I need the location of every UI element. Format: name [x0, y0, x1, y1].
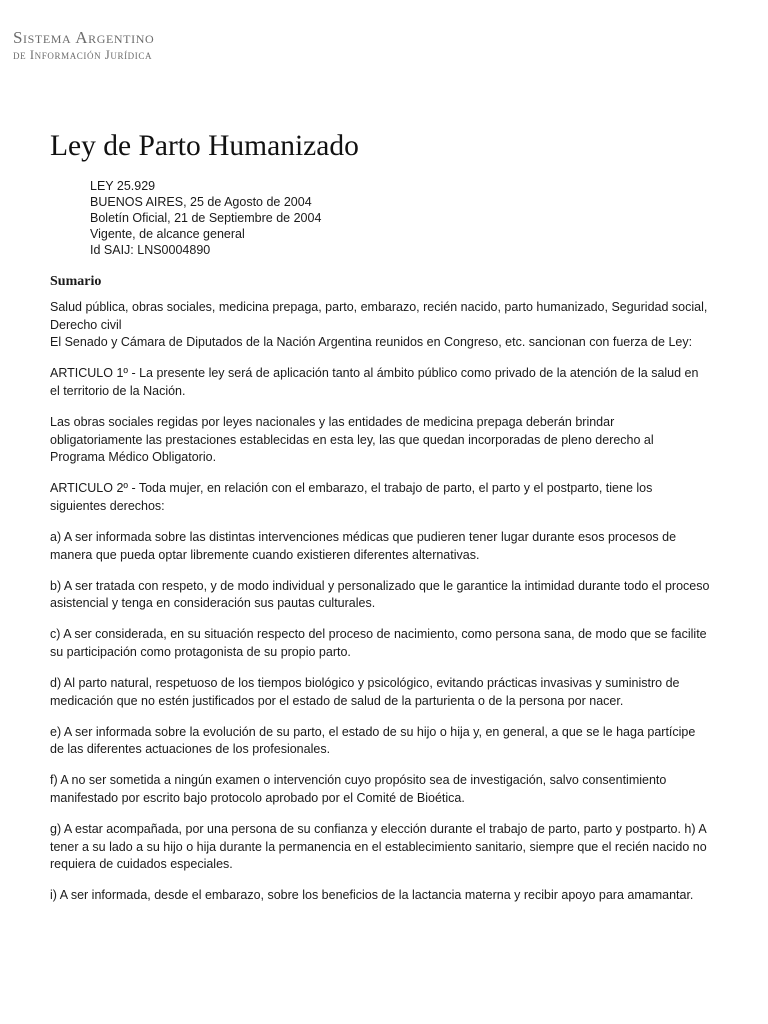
site-logo[interactable] — [13, 29, 154, 62]
enacting-clause: El Senado y Cámara de Diputados de la Nación Argentina reunidos en Congreso, etc. sancionan con fuerza de Ley: — [50, 335, 693, 350]
article-2-item-i: i) A ser informada, desde el embarazo, sobre los beneficios de la lactancia materna y recibir apoyo para amamantar. — [50, 888, 694, 903]
law-number: LEY 25.929 — [90, 179, 156, 193]
article-2-item-g-h: g) A estar acompañada, por una persona de su confianza y elección durante el trabajo de parto, parto y postparto. h) A tener a su lado a su hijo o hija durante la permanencia en el establecimiento sanitario, siempre que el recién nacido no requiera de cuidados especiales. — [50, 822, 707, 872]
summary-heading: Sumario — [50, 274, 102, 289]
article-2: ARTICULO 2º - Toda mujer, en relación con el embarazo, el trabajo de parto, el parto y el postparto, tiene los siguientes derechos: — [50, 481, 653, 513]
saij-id: Id SAIJ: LNS0004890 — [90, 243, 211, 257]
article-1-paragraph-2: Las obras sociales regidas por leyes nacionales y las entidades de medicina prepaga deberán brindar obligatoriamente las prestaciones establecidas en esta ley, las que quedan incorporadas de pleno derecho al Programa Médico Obligatorio. — [50, 414, 654, 465]
validity-status: Vigente, de alcance general — [90, 227, 245, 241]
brand-line-1: Sistema Argentino — [13, 28, 155, 47]
article-2-item-c: c) A ser considerada, en su situación respecto del proceso de nacimiento, como persona sana, de modo que se facilite su participación como protagonista de su propio parto. — [50, 627, 707, 659]
document-body — [50, 299, 710, 905]
article-2-item-a: a) A ser informada sobre las distintas intervenciones médicas que pudieren tener lugar durante esos procesos de manera que pueda optar libremente cuando existieren diferentes alternativas. — [50, 529, 677, 562]
article-2-item-f: f) A no ser sometida a ningún examen o intervención cuyo propósito sea de investigación, salvo consentimiento manifestado por escrito bajo protocolo aprobado por el Comité de Bioética. — [50, 773, 667, 805]
article-2-item-e: e) A ser informada sobre la evolución de su parto, el estado de su hijo o hija y, en general, a que se le haga partícipe de las diferentes actuaciones de los profesionales. — [50, 724, 696, 757]
document-metadata — [90, 178, 321, 258]
brand-line-2: de Información Jurídica — [13, 48, 153, 62]
summary-keywords: Salud pública, obras sociales, medicina prepaga, parto, embarazo, recién nacido, parto humanizado, Seguridad social, Derecho civil — [50, 300, 708, 332]
article-2-item-d: d) Al parto natural, respetuoso de los tiempos biológico y psicológico, evitando prácticas invasivas y suministro de medicación que no estén justificados por el estado de salud de la parturienta o de la persona por nacer. — [50, 676, 680, 708]
document-title: Ley de Parto Humanizado — [50, 130, 359, 162]
article-1: ARTICULO 1º - La presente ley será de aplicación tanto al ámbito público como privado de la atención de la salud en el territorio de la Nación. — [50, 366, 699, 398]
official-bulletin: Boletín Oficial, 21 de Septiembre de 2004 — [90, 211, 322, 225]
article-2-item-b: b) A ser tratada con respeto, y de modo individual y personalizado que le garantice la intimidad durante todo el proceso asistencial y tenga en consideración sus pautas culturales. — [50, 578, 710, 611]
law-date: BUENOS AIRES, 25 de Agosto de 2004 — [90, 195, 312, 209]
